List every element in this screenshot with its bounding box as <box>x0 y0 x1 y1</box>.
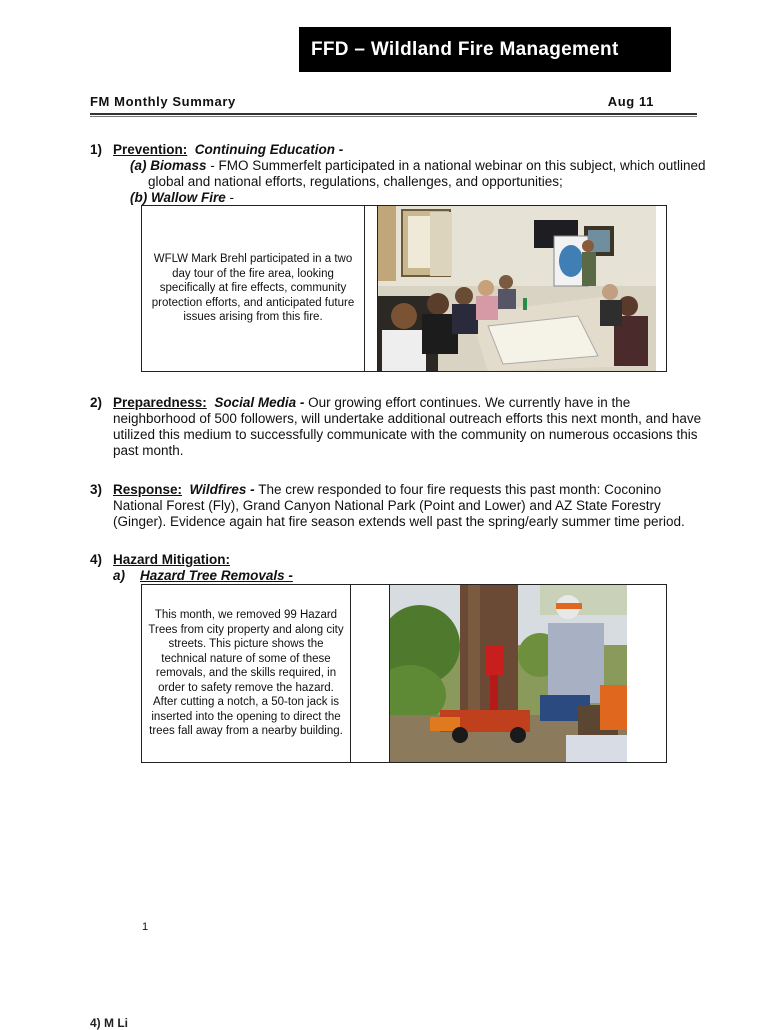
tree-removal-photo <box>390 585 627 762</box>
heading-preparedness: Preparedness: <box>113 395 207 410</box>
hazard-caption: This month, we removed 99 Hazard Trees from city property and along city streets. This picture shows the technical nature of some of these removals, and the skills required, in order to safety remove the hazard. After cutting a notch, a 50-ton jack is inserted into the opening to direct the trees fall away from a nearby building. <box>148 609 344 738</box>
preparedness-line-4: past month. <box>113 443 184 458</box>
wallow-photo-cell <box>378 206 667 372</box>
biomass-line <box>130 158 706 174</box>
section-number-hazard: 4) <box>90 552 103 567</box>
topic-social-media: Social Media - <box>214 395 305 410</box>
summary-label: FM Monthly Summary <box>90 94 236 109</box>
preparedness-line-2: neighborhood of 500 followers, will undertake additional outreach efforts this next month, and have <box>113 411 702 426</box>
biomass-text-1: - FMO Summerfelt participated in a national webinar on this subject, which outlined <box>206 158 706 173</box>
section-number-response: 3) <box>90 482 103 497</box>
summary-header-row <box>90 94 697 112</box>
document-title-banner <box>299 27 671 72</box>
section-number-preparedness: 2) <box>90 395 103 410</box>
response-line-3: (Ginger). Evidence again hat fire season extends well past the spring/early summer time period. <box>113 514 685 529</box>
page-number: 1 <box>142 921 149 933</box>
wallow-caption-cell <box>142 206 365 372</box>
wallow-fire-table <box>141 205 667 372</box>
hazard-caption-cell <box>142 585 351 763</box>
document-title: FFD – Wildland Fire Management <box>311 38 619 60</box>
meeting-photo <box>378 206 656 371</box>
wallow-label: (b) Wallow Fire <box>130 190 226 205</box>
preparedness-line-1 <box>113 395 630 411</box>
hazard-heading-line <box>113 552 230 568</box>
tree-removal-photo-image <box>390 585 627 762</box>
biomass-line-2: global and national efforts, regulations, challenges, and opportunities; <box>148 174 563 189</box>
topic-wildfires: Wildfires - <box>189 482 255 497</box>
section-heading-prevention <box>113 142 343 158</box>
response-line-1 <box>113 482 661 498</box>
header-rule-thin <box>90 116 697 117</box>
summary-date: Aug 11 <box>607 94 654 109</box>
wallow-caption: WFLW Mark Brehl participated in a two day tour of the fire area, looking specifically at fire effects, community protection efforts, and anticipated future issues arising from this fire. <box>151 253 355 324</box>
hazard-tree-removals-label: Hazard Tree Removals - <box>140 568 293 583</box>
header-rule <box>90 113 697 115</box>
cut-off-next-section: 4) M Li <box>90 1016 128 1030</box>
biomass-label: (a) Biomass <box>130 158 207 173</box>
hazard-photo-cell <box>390 585 667 763</box>
topic-continuing-education: Continuing Education - <box>194 142 344 157</box>
meeting-photo-image <box>378 206 656 371</box>
heading-prevention: Prevention: <box>113 142 188 157</box>
wallow-dash: - <box>225 190 235 205</box>
heading-response: Response: <box>113 482 183 497</box>
hazard-sub-letter: a) <box>113 568 126 583</box>
heading-hazard-mitigation: Hazard Mitigation: <box>113 552 230 567</box>
preparedness-line-3: utilized this medium to successfully communicate with the community on numerous occasions this <box>113 427 698 442</box>
wallow-line <box>130 190 234 206</box>
preparedness-text-1: Our growing effort continues. We currently have in the <box>304 395 631 410</box>
hazard-tree-table <box>141 584 667 763</box>
response-line-2: National Forest (Fly), Grand Canyon National Park (Point and Lower) and AZ State Forestry <box>113 498 661 513</box>
section-number-prevention: 1) <box>90 142 103 157</box>
hazard-subheading-line <box>113 568 293 584</box>
response-text-1: The crew responded to four fire requests this past month: Coconino <box>254 482 662 497</box>
